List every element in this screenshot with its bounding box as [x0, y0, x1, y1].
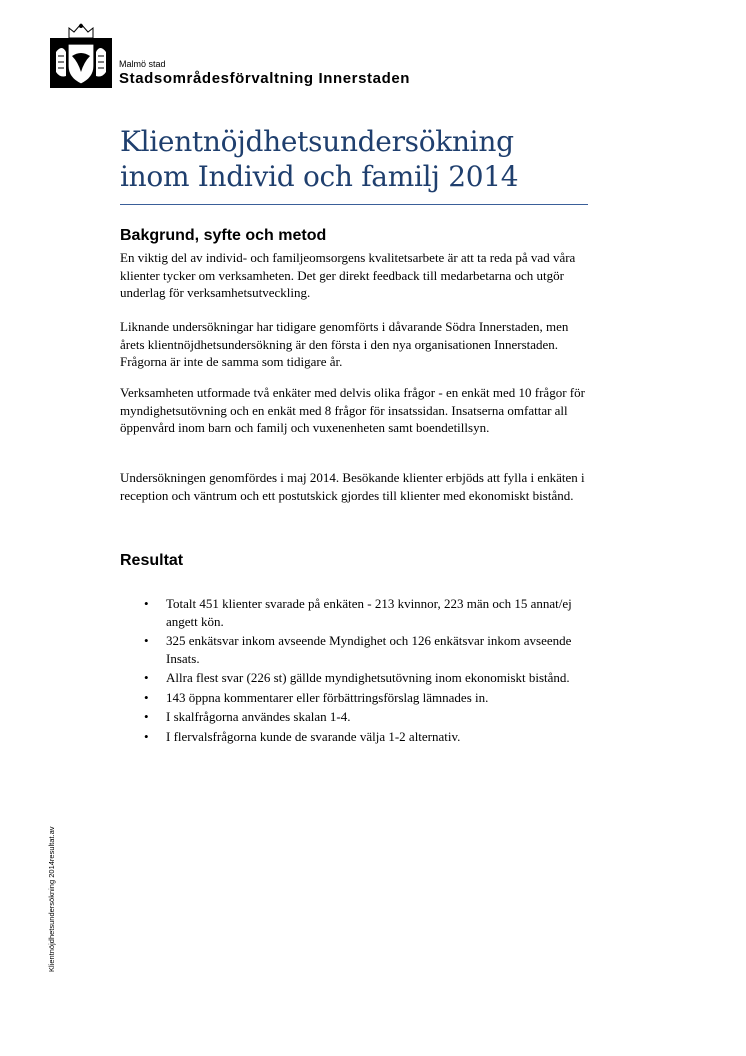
paragraph: Undersökningen genomfördes i maj 2014. Besökande klienter erbjöds att fylla i enkäten i reception och väntrum och ett postutskick gjordes till klienter med ekonomiskt bistånd.	[120, 470, 585, 503]
document-title: Klientnöjdhetsundersökning inom Individ och familj 2014	[120, 125, 519, 193]
bullet: •	[144, 670, 149, 685]
section-heading-background: Bakgrund, syfte och metod	[120, 227, 327, 244]
results-list	[120, 595, 590, 747]
list-item	[120, 708, 590, 726]
file-name-margin-text: Klientnöjdhetsundersökning 2014resultat.av	[47, 826, 56, 972]
list-item-text: Allra flest svar (226 st) gällde myndighetsutövning inom ekonomiskt bistånd.	[166, 670, 570, 685]
list-item	[120, 728, 590, 746]
bullet: •	[144, 728, 149, 744]
paragraph: Verksamheten utformade två enkäter med delvis olika frågor - en enkät med 10 frågor för myndighetsutövning och en enkät med 8 frågor för insatssidan. Insatserna omfattar all öppenvård inom barn och familj och vuxenenheten samt boendetillsyn.	[120, 385, 585, 435]
organization-name: Stadsområdesförvaltning Innerstaden	[119, 70, 411, 87]
list-item-text: 325 enkätsvar inkom avseende Myndighet och 126 enkätsvar inkom avseende Insats.	[166, 633, 572, 666]
list-item-text: 143 öppna kommentarer eller förbättringsförslag lämnades in.	[166, 689, 489, 705]
list-item	[120, 632, 590, 667]
list-item-text: I skalfrågorna användes skalan 1-4.	[166, 709, 351, 724]
organization-city: Malmö stad	[119, 59, 166, 69]
section-heading-results: Resultat	[120, 552, 184, 569]
list-item-text: Totalt 451 klienter svarade på enkäten - 213 kvinnor, 223 män och 15 annat/ej angett kön.	[166, 596, 572, 629]
paragraph: En viktig del av individ- och familjeomsorgens kvalitetsarbete är att ta reda på vad våra klienter tycker om verksamheten. Det ger direkt feedback till medarbetarna och utgör underlag för verksamhetsutveckling.	[120, 250, 576, 300]
title-divider	[120, 204, 588, 205]
bullet: •	[144, 596, 149, 611]
bullet: •	[144, 689, 149, 705]
bullet: •	[144, 633, 149, 648]
list-item-text: I flervalsfrågorna kunde de svarande välja 1-2 alternativ.	[166, 728, 461, 744]
paragraph: Liknande undersökningar har tidigare genomförts i dåvarande Södra Innerstaden, men årets klientnöjdhetsundersökning är den första i den nya organisationen Innerstaden. Frågorna är inte de samma som tidigare år.	[120, 319, 569, 369]
list-item	[120, 595, 590, 630]
malmo-coat-of-arms-icon	[50, 22, 112, 88]
list-item	[120, 669, 590, 687]
bullet: •	[144, 709, 149, 724]
list-item	[120, 689, 590, 707]
